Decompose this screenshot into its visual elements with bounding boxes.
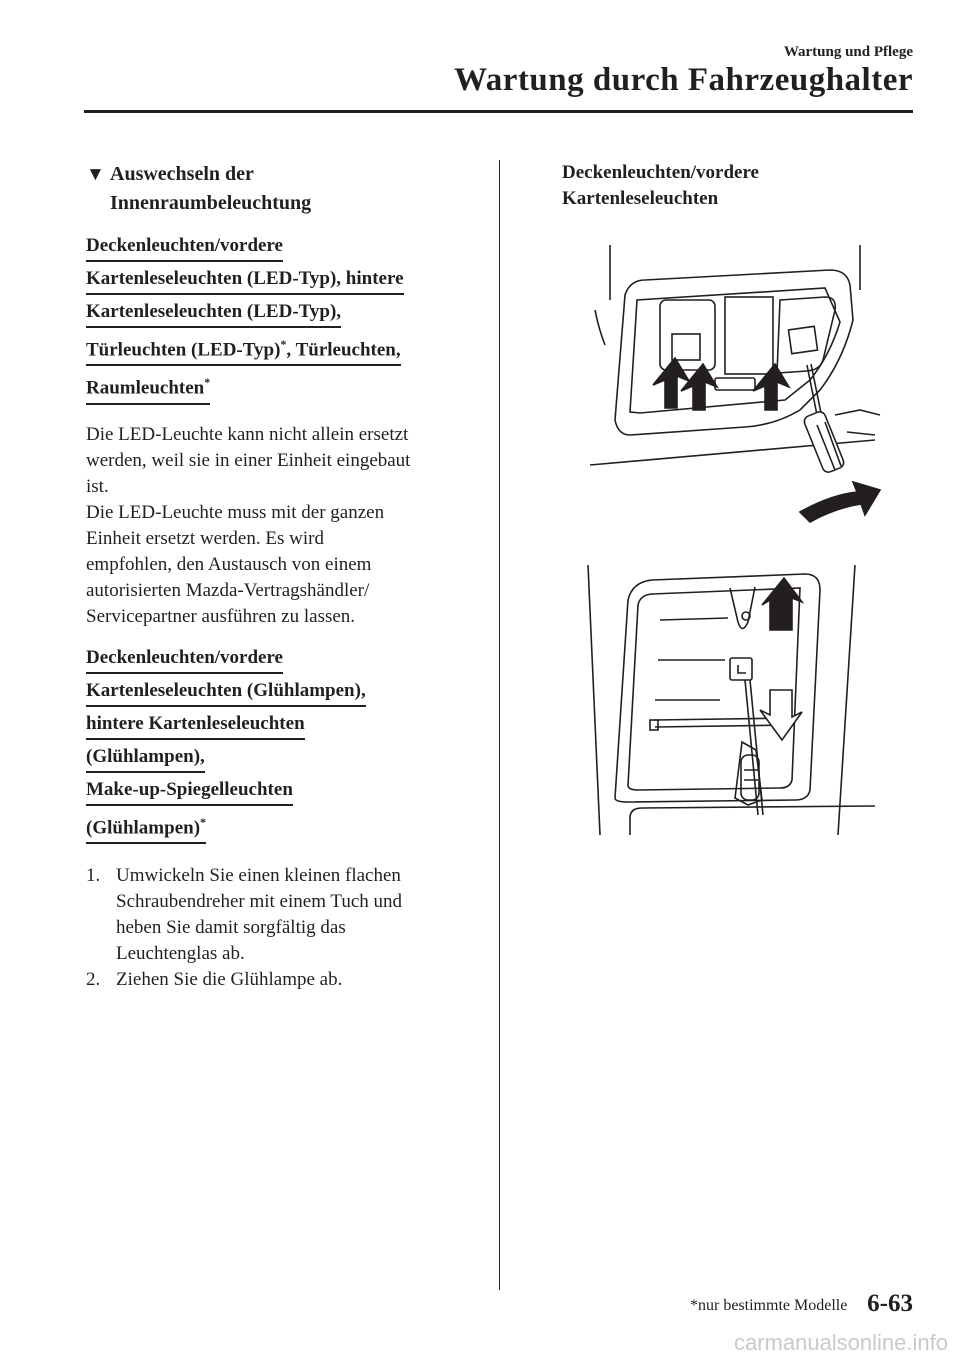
footnote-star: *: [280, 337, 287, 351]
section-heading: [86, 160, 481, 218]
header-section-label: Wartung und Pflege: [783, 44, 913, 60]
section-heading-line: Auswechseln der: [110, 163, 254, 185]
right-column: [562, 160, 922, 212]
footnote: *nur bestimmte Modelle: [690, 1297, 848, 1314]
paragraph-line: ist.: [86, 475, 109, 497]
left-column: [86, 160, 481, 993]
figure-heading: Deckenleuchten/vordere Kartenleseleuchten: [562, 162, 759, 209]
page-number: 6-63: [867, 1290, 913, 1317]
paragraph-line: Servicepartner ausführen zu lassen.: [86, 605, 356, 627]
lens-removal-illustration: [585, 240, 885, 530]
subheading-line: (Glühlampen),: [86, 743, 205, 773]
subheading-bulb: [86, 644, 481, 847]
subheading-line: Deckenleuchten/vordere: [86, 232, 283, 262]
watermark: carmanualsonline.info: [733, 1330, 948, 1355]
column-divider: [499, 160, 500, 1290]
list-item: 2. Ziehen Sie die Glühlampe ab.: [86, 968, 343, 990]
steps-list: [86, 863, 481, 993]
subheading-line: (Glühlampen)*: [86, 809, 206, 844]
subheading-led: [86, 232, 481, 408]
subheading-line: Kartenleseleuchten (Glühlampen),: [86, 677, 366, 707]
footnote-star: *: [200, 814, 207, 829]
footnote-star: *: [204, 375, 211, 390]
triangle-marker-icon: ▼: [86, 164, 105, 185]
section-heading-line: Innenraumbeleuchtung: [110, 192, 312, 214]
paragraph-line: Einheit ersetzt werden. Es wird: [86, 527, 324, 549]
bulb-removal-illustration: [570, 560, 885, 850]
subheading-line: Kartenleseleuchten (LED-Typ),: [86, 298, 341, 328]
subheading-line: Raumleuchten*: [86, 369, 210, 404]
paragraph-line: werden, weil sie in einer Einheit eingebaut: [86, 449, 411, 471]
header-rule: [84, 110, 913, 113]
paragraph-line: autorisierten Mazda-Vertragshändler/: [86, 579, 370, 601]
paragraph-line: empfohlen, den Austausch von einem: [86, 553, 372, 575]
list-item: 1. Umwickeln Sie einen kleinen flachen Schraubendreher mit einem Tuch und heben Sie damit sorgfältig das Leuchtenglas ab.: [86, 864, 403, 964]
subheading-line: hintere Kartenleseleuchten: [86, 710, 305, 740]
subheading-line: Deckenleuchten/vordere: [86, 644, 283, 674]
paragraph-line: Die LED-Leuchte kann nicht allein ersetzt: [86, 423, 409, 445]
led-paragraph: [86, 422, 481, 630]
subheading-line: Kartenleseleuchten (LED-Typ), hintere: [86, 265, 404, 295]
subheading-line: Türleuchten (LED-Typ)*, Türleuchten,: [86, 331, 401, 366]
subheading-line: Make-up-Spiegelleuchten: [86, 776, 293, 806]
paragraph-line: Die LED-Leuchte muss mit der ganzen: [86, 501, 385, 523]
page-title: Wartung durch Fahrzeughalter: [454, 62, 913, 98]
